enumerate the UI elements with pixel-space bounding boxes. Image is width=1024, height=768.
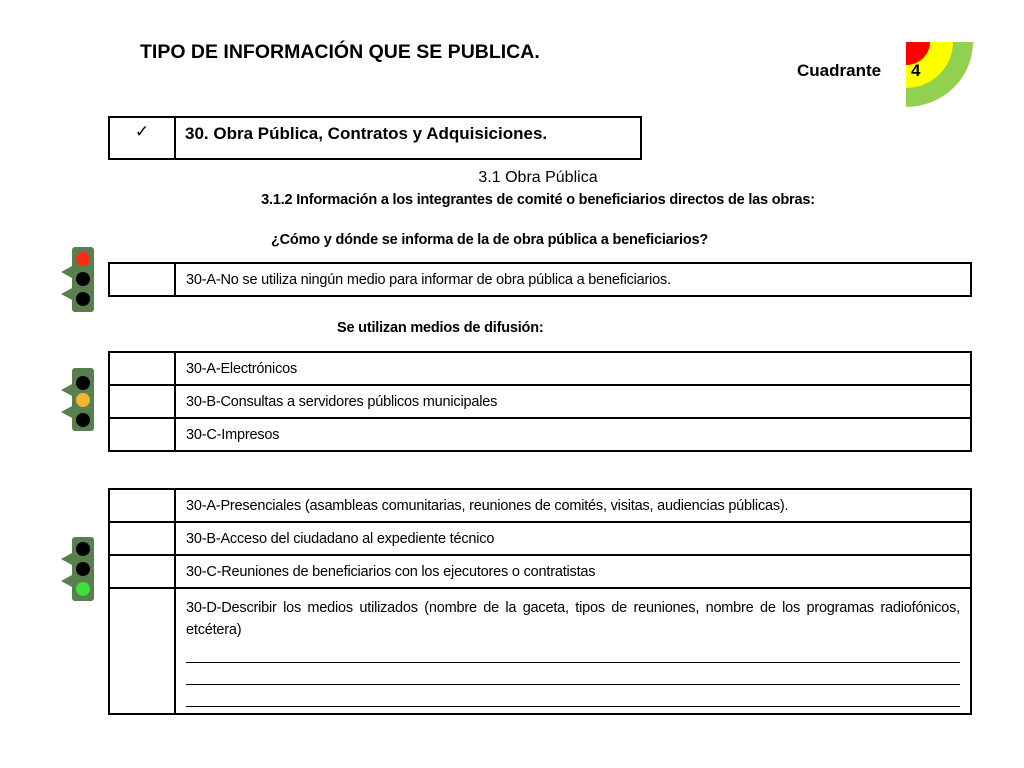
table-row [109,522,971,555]
option-label: 30-A-Presenciales (asambleas comunitarias, reuniones de comités, visitas, audiencias públicas). [175,489,971,522]
red-lamp [76,542,90,556]
check-icon: ✓ [134,122,150,141]
table-row [109,352,971,385]
green-lamp [76,582,90,596]
option-checkbox[interactable] [109,418,175,451]
describe-cell [175,588,971,714]
section-subtitle: 3.1.2 Información a los integrantes de comité o beneficiarios directos de las obras: [261,192,815,208]
option-label: 30-A-Electrónicos [175,352,971,385]
no-medium-table [108,262,972,297]
option-checkbox[interactable] [109,522,175,555]
option-checkbox[interactable] [109,352,175,385]
page-title: TIPO DE INFORMACIÓN QUE SE PUBLICA. [140,41,540,63]
option-checkbox[interactable] [109,555,175,588]
section-title: 3.1 Obra Pública [478,169,598,186]
topic-checkbox[interactable] [109,117,175,159]
option-label: 30-A-No se utiliza ningún medio para informar de obra pública a beneficiarios. [175,263,971,296]
describe-blank-line[interactable] [186,663,960,685]
green-lamp [76,292,90,306]
cuadrante-number: 4 [911,61,921,80]
table-row [109,418,971,451]
green-lamp [76,413,90,427]
describe-blank-line[interactable] [186,641,960,663]
table-row [109,588,971,714]
traffic-light-green-icon [72,537,94,601]
describe-label: 30-D-Describir los medios utilizados (nombre de la gaceta, tipos de reuniones, nombre de los programas radiofónicos, etcétera) [186,600,960,638]
table-row [109,263,971,296]
option-checkbox[interactable] [109,263,175,296]
difusion-options-table [108,351,972,452]
traffic-light-red-icon [72,247,94,312]
option-label: 30-B-Acceso del ciudadano al expediente técnico [175,522,971,555]
table-row [109,385,971,418]
option-checkbox[interactable] [109,385,175,418]
yellow-lamp [76,562,90,576]
topic-header-table [108,116,642,160]
traffic-light-yellow-icon [72,368,94,431]
red-lamp [76,252,90,266]
option-checkbox[interactable] [109,489,175,522]
yellow-lamp [76,272,90,286]
red-lamp [76,376,90,390]
describe-blank-line[interactable] [186,685,960,707]
option-checkbox[interactable] [109,588,175,714]
presencial-options-table [108,488,972,715]
topic-title: 30. Obra Pública, Contratos y Adquisiciones. [175,117,641,159]
option-label: 30-C-Impresos [175,418,971,451]
difusion-label: Se utilizan medios de difusión: [337,320,544,336]
yellow-lamp [76,393,90,407]
table-row [109,555,971,588]
table-row [109,489,971,522]
option-label: 30-B-Consultas a servidores públicos municipales [175,385,971,418]
option-label: 30-C-Reuniones de beneficiarios con los ejecutores o contratistas [175,555,971,588]
cuadrante-label: Cuadrante [797,61,882,80]
question-text: ¿Cómo y dónde se informa de la de obra pública a beneficiarios? [271,232,708,248]
